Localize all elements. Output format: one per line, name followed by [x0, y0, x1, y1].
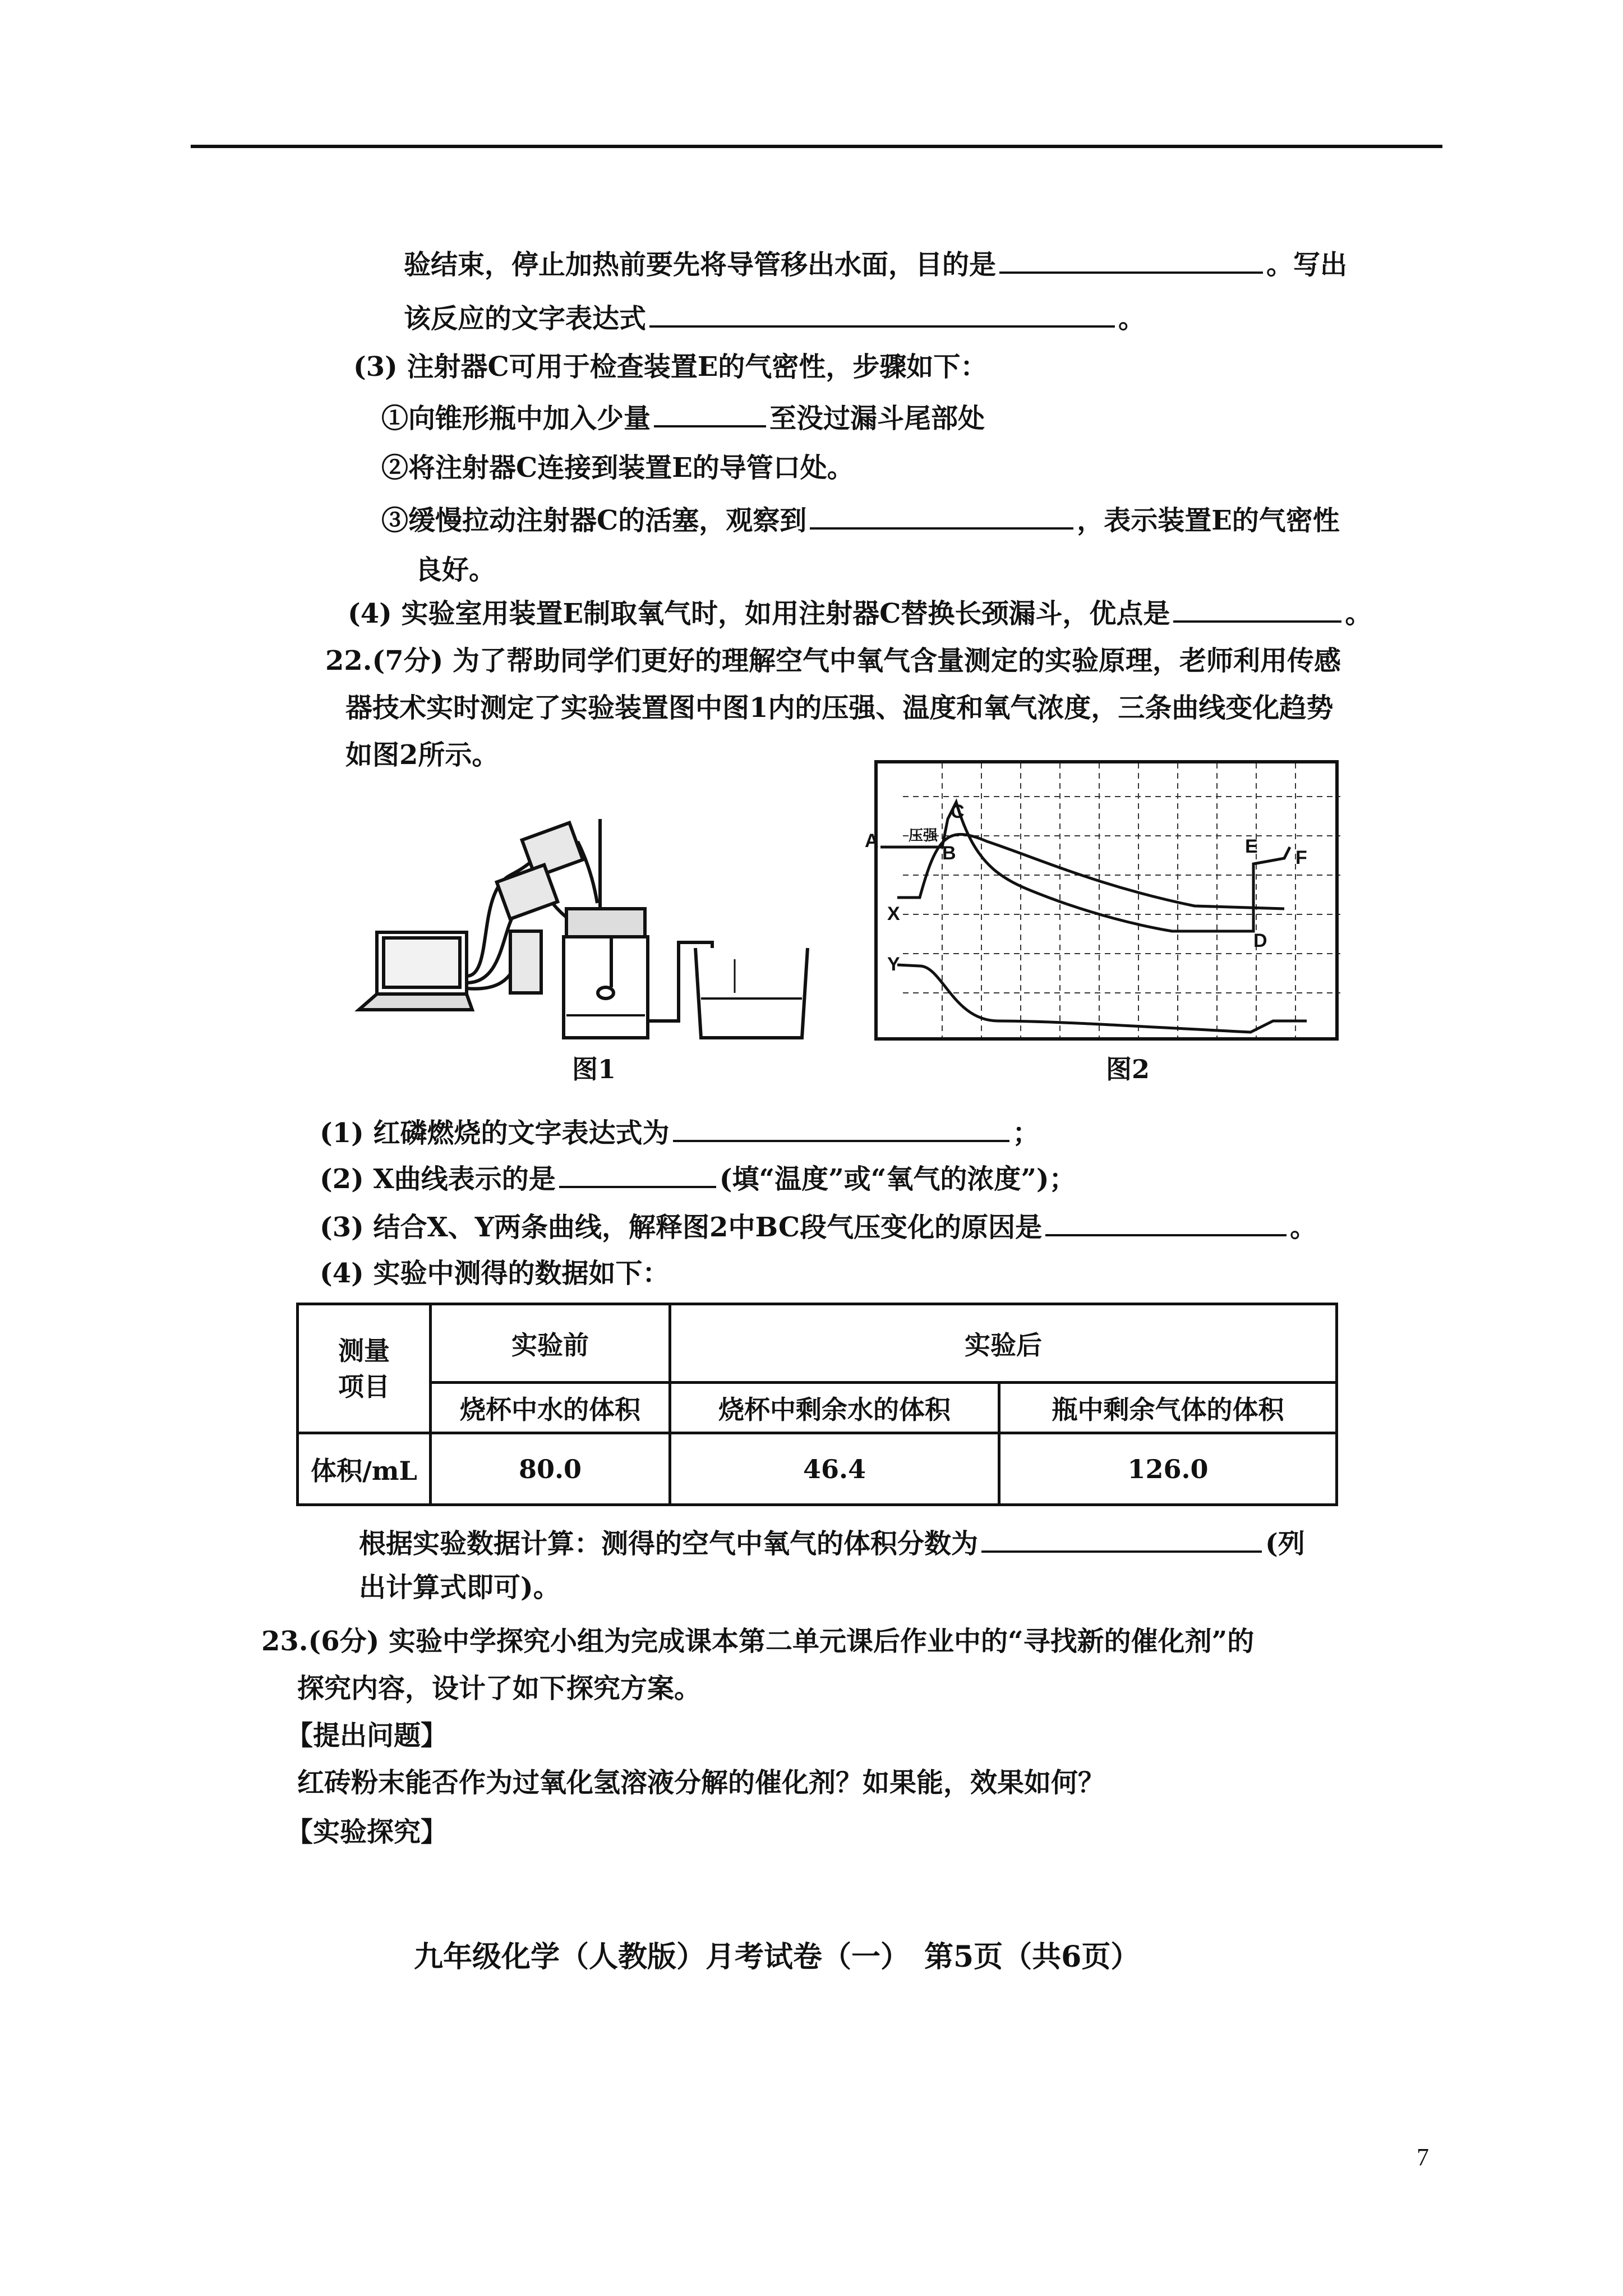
q22-intro3: 如图2所示。 — [345, 739, 499, 771]
q22-p1 — [320, 1115, 1040, 1150]
q21-p4-end: 。 — [1345, 598, 1372, 629]
q23-heading-experiment: 【实验探究】 — [286, 1816, 448, 1848]
answer-blank[interactable] — [1173, 596, 1341, 623]
table-row-label: 体积/mL — [298, 1433, 431, 1505]
page-footer: 九年级化学（人教版）月考试卷（一） 第5页（共6页） — [414, 1940, 1140, 1974]
answer-blank[interactable] — [673, 1115, 1009, 1142]
q22-p1-end: ； — [1012, 1117, 1040, 1149]
figure-2-caption: 图2 — [1106, 1054, 1150, 1084]
figure-1-apparatus — [342, 808, 836, 1043]
q21-line1 — [404, 247, 1347, 282]
table-row-header-2: 项目 — [338, 1371, 390, 1402]
q22-p2-b: (填“温度”或“氧气的浓度”)； — [719, 1163, 1076, 1195]
q23-heading-question: 【提出问题】 — [286, 1720, 448, 1751]
q21-step1-b: 至没过漏斗尾部处 — [769, 403, 985, 434]
q21-line1-text: 验结束，停止加热前要先将导管移出水面，目的是 — [404, 249, 997, 280]
fig2-label-c: C — [951, 801, 965, 822]
q23-intro1: 23.(6分) 实验中学探究小组为完成课本第二单元课后作业中的“寻找新的催化剂”的 — [261, 1626, 1255, 1657]
q21-step3 — [381, 503, 1340, 537]
q21-p3-intro: (3) 注射器C可用于检查装置E的气密性，步骤如下： — [353, 351, 988, 383]
q21-line2 — [404, 301, 1145, 335]
figure-1-caption: 图1 — [572, 1054, 616, 1084]
fig2-label-e: E — [1245, 836, 1258, 857]
table-header-after: 实验后 — [670, 1304, 1337, 1383]
fig2-label-b: B — [942, 843, 956, 864]
answer-blank[interactable] — [559, 1161, 716, 1188]
table-col-3: 瓶中剩余气体的体积 — [999, 1383, 1337, 1433]
q21-step1-a: ①向锥形瓶中加入少量 — [381, 403, 651, 434]
table-value-2: 46.4 — [670, 1433, 999, 1505]
q22-intro2: 器技术实时测定了实验装置图中图1内的压强、温度和氧气浓度，三条曲线变化趋势 — [345, 692, 1334, 724]
answer-blank[interactable] — [1045, 1209, 1287, 1236]
data-table — [296, 1303, 1338, 1506]
q21-line2-text: 该反应的文字表达式 — [404, 303, 647, 334]
table-value-1: 80.0 — [431, 1433, 670, 1505]
table-header-before: 实验前 — [431, 1304, 670, 1383]
fig2-label-x: X — [887, 903, 900, 924]
q21-step3-a: ③缓慢拉动注射器C的活塞，观察到 — [381, 505, 807, 536]
q22-p2-a: (2) X曲线表示的是 — [320, 1163, 556, 1195]
answer-blank[interactable] — [654, 401, 766, 427]
page-number: 7 — [1417, 2143, 1429, 2171]
fig2-label-y: Y — [887, 954, 900, 975]
q22-p3 — [320, 1209, 1317, 1244]
q22-calc-b: (列 — [1265, 1528, 1305, 1559]
fig2-label-d: D — [1253, 930, 1267, 951]
fig2-label-f: F — [1295, 847, 1307, 868]
table-row-header — [298, 1304, 431, 1433]
table-value-3: 126.0 — [999, 1433, 1337, 1505]
q21-step3-b: ，表示装置E的气密性 — [1077, 505, 1340, 536]
fig2-label-a: A — [865, 830, 879, 852]
answer-blank[interactable] — [981, 1526, 1262, 1553]
fig2-label-pressure: 压强 — [909, 827, 938, 844]
q23-intro2: 探究内容，设计了如下探究方案。 — [297, 1673, 702, 1704]
q22-p4: (4) 实验中测得的数据如下： — [320, 1258, 670, 1289]
q21-p4-a: (4) 实验室用装置E制取氧气时，如用注射器C替换长颈漏斗，优点是 — [348, 598, 1170, 629]
table-col-1: 烧杯中水的体积 — [431, 1383, 670, 1433]
answer-blank[interactable] — [810, 503, 1073, 530]
figure-2-curves — [858, 757, 1340, 1043]
q21-step1 — [381, 401, 985, 435]
q21-p4 — [348, 596, 1372, 631]
q22-calc — [359, 1526, 1305, 1561]
table-row-header-1: 测量 — [338, 1335, 390, 1366]
q22-calc-a: 根据实验数据计算：测得的空气中氧气的体积分数为 — [359, 1528, 979, 1559]
top-rule — [191, 145, 1442, 148]
q22-p2 — [320, 1161, 1076, 1196]
q21-line2-end: 。 — [1118, 303, 1146, 334]
q23-question: 红砖粉末能否作为过氧化氢溶液分解的催化剂？如果能，效果如何？ — [297, 1767, 1105, 1798]
q22-p3-a: (3) 结合X、Y两条曲线，解释图2中BC段气压变化的原因是 — [320, 1212, 1043, 1243]
q22-calc-c: 出计算式即可)。 — [359, 1572, 560, 1603]
answer-blank[interactable] — [999, 247, 1263, 274]
table-col-2: 烧杯中剩余水的体积 — [670, 1383, 999, 1433]
q21-line1-end: 。写出 — [1266, 249, 1348, 280]
q21-step3-c: 良好。 — [415, 554, 496, 586]
answer-blank[interactable] — [649, 301, 1115, 328]
q22-p3-end: 。 — [1290, 1212, 1317, 1243]
q22-p1-a: (1) 红磷燃烧的文字表达式为 — [320, 1117, 670, 1149]
q21-step2: ②将注射器C连接到装置E的导管口处。 — [381, 452, 854, 484]
q22-intro1: 22.(7分) 为了帮助同学们更好的理解空气中氧气含量测定的实验原理，老师利用传感 — [325, 645, 1341, 677]
